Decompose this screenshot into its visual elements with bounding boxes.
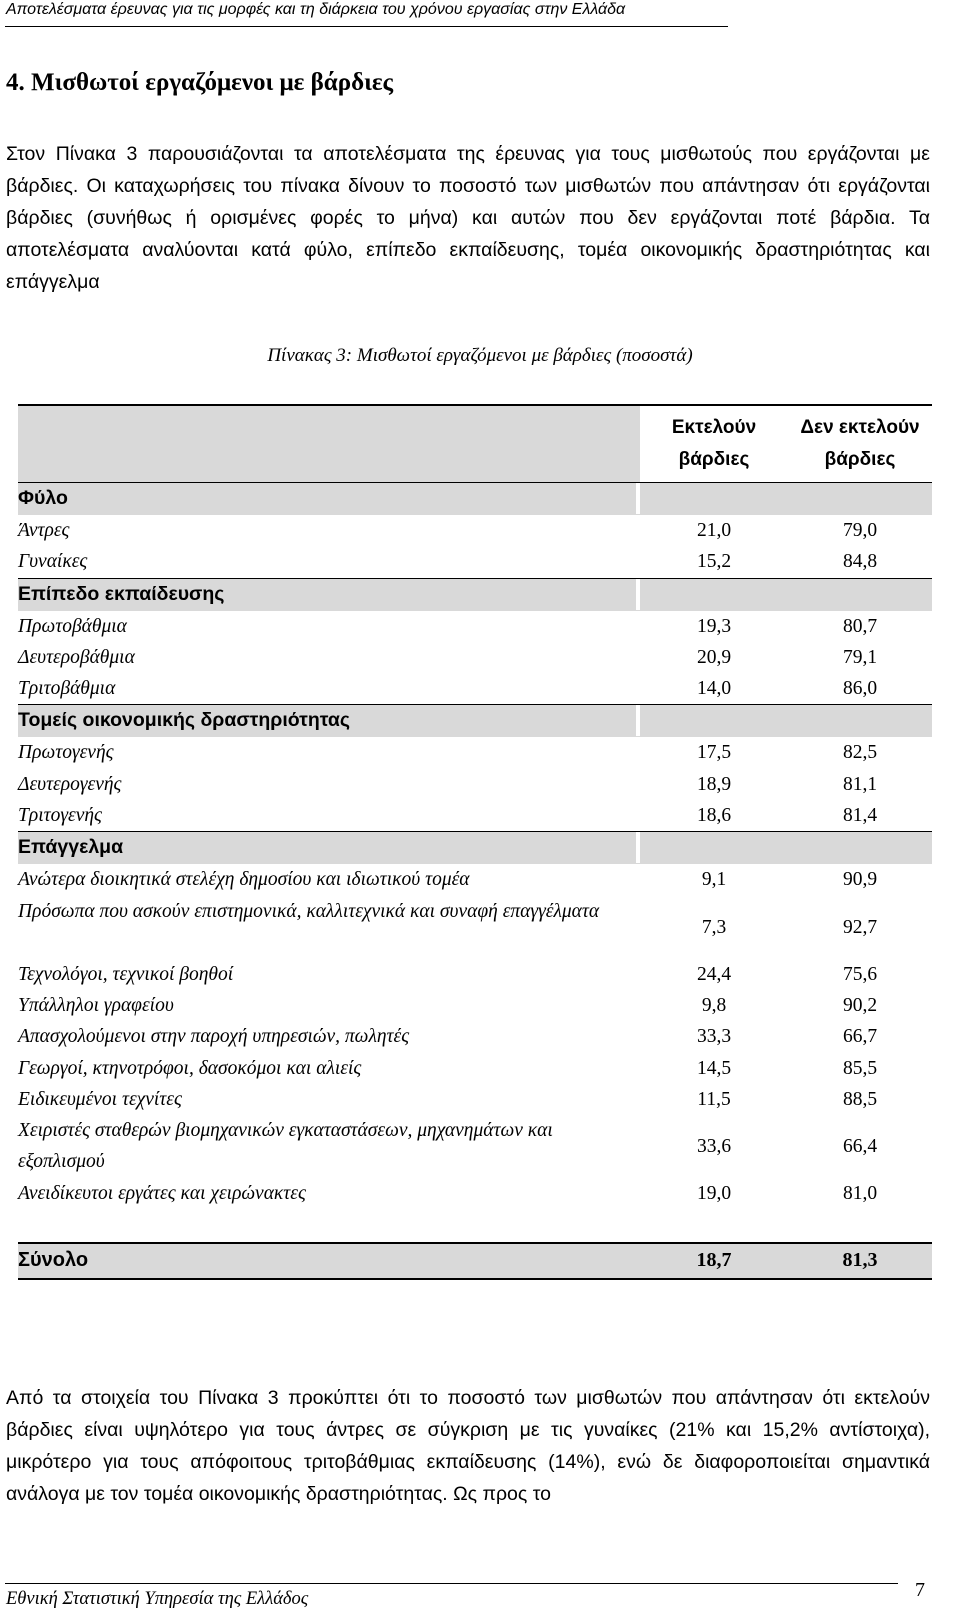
cell-no-shifts: 85,5 [842,1057,878,1079]
group-blank-cells [640,705,932,736]
cell-no-shifts: 86,0 [842,678,878,700]
cell-no-shifts: 90,2 [842,994,878,1016]
table-row [18,611,932,642]
table-row [18,990,932,1021]
table-row [18,673,932,704]
cell-perform-shifts: 9,1 [701,869,727,891]
table-row [18,769,932,800]
cell-no-shifts: 82,5 [842,742,878,764]
table-row [18,515,932,546]
column-header-perform-shifts: Εκτελούν βάρδιες [640,406,788,482]
closing-paragraph: Από τα στοιχεία του Πίνακα 3 προκύπτει ότι το ποσοστό των μισθωτών που απάντησαν ότι εκτελούν βάρδιες είναι υψηλότερο για τους άντρες σε σύγκριση με τις γυναίκες (21% και 15,2% αντίστοιχα), μικρότερο για τους απόφοιτους τριτοβάθμιας εκπαίδευσης (14%), ενώ δε διαφοροποιείται σημαντικά ανάλογα με τον τομέα οικονομικής δραστηριότητας. Ως προς το [6,1387,930,1505]
group-header-row [18,482,932,515]
cell-perform-shifts: 21,0 [696,520,732,541]
cell-perform-shifts: 19,3 [696,615,732,637]
group-title: Επίπεδο εκπαίδευσης [18,582,225,605]
cell-no-shifts: 88,5 [842,1088,878,1110]
cell-no-shifts: 92,7 [842,916,878,938]
group-header-row [18,704,932,737]
row-label: Πρόσωπα που ασκούν επιστημονικά, καλλιτεχνικά και συναφή επαγγέλματα [18,900,600,922]
row-label: Πρωτογενής [18,742,114,764]
group-blank-cells [640,483,932,514]
row-label: Ειδικευμένοι τεχνίτες [18,1088,182,1110]
row-label: Δευτεροβάθμια [18,646,135,668]
table-row [18,1115,932,1178]
row-label: Γεωργοί, κτηνοτρόφοι, δασοκόμοι και αλιείς [18,1057,362,1079]
cell-no-shifts: 75,6 [842,963,878,985]
table-row [18,1084,932,1115]
table-row [18,642,932,673]
table-row [18,546,932,577]
shift-work-table [18,404,932,1280]
cell-no-shifts: 66,7 [842,1026,878,1048]
cell-perform-shifts: 14,0 [696,678,732,700]
group-blank-cells [640,832,932,863]
cell-perform-shifts: 15,2 [696,551,732,573]
total-label: Σύνολο [18,1249,89,1272]
cell-no-shifts: 81,1 [842,773,878,795]
footer-rule [5,1583,898,1584]
cell-no-shifts: 84,8 [842,551,878,573]
column-header-no-shifts: Δεν εκτελούν βάρδιες [788,406,932,482]
cell-perform-shifts: 17,5 [696,742,732,764]
row-label: Τριτογενής [18,805,102,827]
cell-no-shifts: 79,0 [842,520,878,541]
row-label: Υπάλληλοι γραφείου [18,994,174,1016]
cell-no-shifts: 80,7 [842,615,878,637]
cell-no-shifts: 79,1 [842,646,878,668]
row-label: Δευτερογενής [18,773,122,795]
group-header-row [18,578,932,611]
group-title: Τομείς οικονομικής δραστηριότητας [18,709,351,732]
row-label: Τριτοβάθμια [18,678,116,700]
cell-perform-shifts: 33,6 [696,1136,732,1158]
row-label: Άντρες [18,520,70,541]
cell-no-shifts: 81,4 [842,805,878,827]
table-body [18,482,932,1209]
cell-no-shifts: 90,9 [842,869,878,891]
cell-perform-shifts: 9,8 [701,994,727,1016]
footer-text: Εθνική Στατιστική Υπηρεσία της Ελλάδος [6,1589,309,1609]
table-caption: Πίνακας 3: Μισθωτοί εργαζόμενοι με βάρδιες (ποσοστά) [267,345,693,366]
row-label: Τεχνολόγοι, τεχνικοί βοηθοί [18,963,234,985]
row-label: Απασχολούμενοι στην παροχή υπηρεσιών, πωλητές [18,1026,410,1048]
intro-paragraph: Στον Πίνακα 3 παρουσιάζονται τα αποτελέσματα της έρευνας για τους μισθωτούς που εργάζονται με βάρδιες. Οι καταχωρήσεις του πίνακα δίνουν το ποσοστό των μισθωτών που απάντησαν ότι εργάζονται βάρδιες (συνήθως ή ορισμένες φορές το μήνα) και αυτών που δεν εργάζονται ποτέ βάρδια. Τα αποτελέσματα αναλύονται κατά φύλο, επίπεδο εκπαίδευσης, τομέα οικονομικής δραστηριότητας και επάγγελμα [6,143,930,293]
table-header-corner [18,406,636,482]
cell-perform-shifts: 20,9 [696,646,732,668]
group-title: Επάγγελμα [18,836,124,859]
table-row [18,1178,932,1209]
table-row [18,896,932,959]
table-row [18,1053,932,1084]
table-row [18,864,932,895]
row-label: Ανειδίκευτοι εργάτες και χειρώνακτες [18,1183,306,1205]
page-number: 7 [915,1579,925,1601]
section-title: 4. Μισθωτοί εργαζόμενοι με βάρδιες [6,69,394,96]
table-header [18,404,932,482]
cell-no-shifts: 66,4 [842,1136,878,1158]
total-row [18,1242,932,1280]
group-blank-cells [640,579,932,610]
cell-no-shifts: 81,0 [842,1183,878,1205]
cell-perform-shifts: 19,0 [696,1183,732,1205]
cell-perform-shifts: 11,5 [697,1088,731,1110]
cell-perform-shifts: 24,4 [696,963,732,985]
row-label: Ανώτερα διοικητικά στελέχη δημοσίου και ιδιωτικού τομέα [18,869,470,891]
cell-perform-shifts: 18,6 [696,805,732,827]
cell-perform-shifts: 7,3 [701,916,727,938]
row-label: Γυναίκες [18,551,88,573]
row-label: Χειριστές σταθερών βιομηχανικών εγκαταστάσεων, μηχανημάτων και εξοπλισμού [18,1120,553,1173]
header-rule [5,26,728,27]
table-row [18,737,932,768]
table-row [18,800,932,831]
row-label: Πρωτοβάθμια [18,615,127,637]
table-row [18,1021,932,1052]
total-spacer [18,1209,932,1242]
table-row [18,959,932,990]
running-header: Αποτελέσματα έρευνας για τις μορφές και τη διάρκεια του χρόνου εργασίας στην Ελλάδα [6,1,626,18]
cell-perform-shifts: 33,3 [696,1026,732,1048]
cell-perform-shifts: 14,5 [696,1057,732,1079]
group-title: Φύλο [18,487,68,509]
cell-perform-shifts: 18,9 [696,773,732,795]
total-perform-shifts: 18,7 [696,1249,732,1272]
total-no-shifts: 81,3 [842,1249,878,1272]
group-header-row [18,831,932,864]
